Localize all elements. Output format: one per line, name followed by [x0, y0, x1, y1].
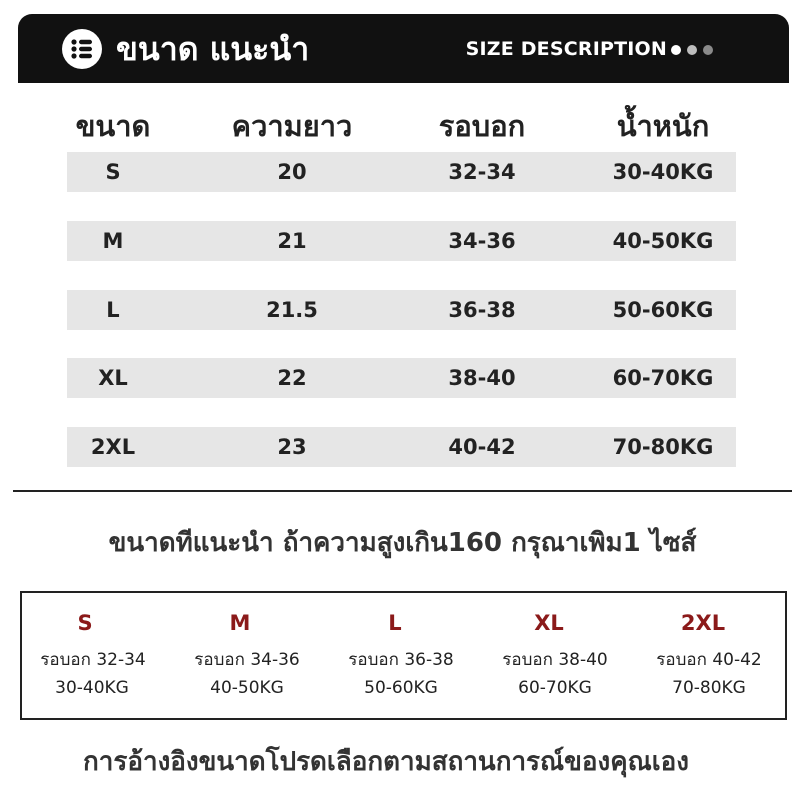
guide-size-label: S [77, 611, 93, 635]
guide-weight-text: 40-50KG [210, 678, 284, 698]
guide-weight-text: 60-70KG [518, 678, 592, 698]
table-cell-length: 21.5 [266, 298, 318, 322]
pagination-dots [671, 44, 717, 56]
guide-size-label: L [388, 611, 402, 635]
footer-note: การอ้างอิงขนาดโปรดเลือกตามสถานการณ์ของคุณเอง [83, 747, 689, 777]
header-subtitle-text: SIZE DESCRIPTION [465, 38, 667, 60]
table-cell-size: L [106, 298, 120, 322]
column-header-chest: รอบอก [438, 109, 526, 143]
table-cell-chest: 38-40 [448, 366, 516, 390]
dot-icon [687, 45, 697, 55]
table-cell-size: M [102, 229, 124, 253]
column-header-weight: น้ำหนัก [616, 109, 710, 143]
header-bar [18, 14, 789, 83]
table-cell-length: 22 [277, 366, 307, 390]
table-cell-size: XL [98, 366, 128, 390]
table-cell-size: 2XL [90, 435, 136, 459]
size-recommendation-note: ขนาดทีแนะนำ ถ้าความสูงเกิน160 กรุณาเพิม1 ไซส์ [108, 528, 697, 558]
header-subtitle [466, 36, 667, 62]
table-cell-chest: 36-38 [448, 298, 516, 322]
column-header-length: ความยาว [231, 109, 353, 143]
guide-chest-text: รอบอก 36-38 [348, 650, 454, 670]
table-cell-weight: 40-50KG [612, 229, 714, 253]
guide-weight-text: 30-40KG [55, 678, 129, 698]
guide-weight-text: 50-60KG [364, 678, 438, 698]
table-cell-weight: 70-80KG [612, 435, 714, 459]
table-cell-chest: 40-42 [448, 435, 516, 459]
guide-chest-text: รอบอก 34-36 [194, 650, 300, 670]
table-cell-length: 23 [277, 435, 307, 459]
column-header-size: ขนาด [75, 109, 151, 143]
section-divider [13, 490, 792, 492]
table-cell-weight: 60-70KG [612, 366, 714, 390]
dot-icon [671, 45, 681, 55]
header-title: ขนาด แนะนำ [116, 30, 310, 68]
guide-weight-text: 70-80KG [672, 678, 746, 698]
guide-size-label: 2XL [680, 611, 726, 635]
guide-size-label: XL [534, 611, 564, 635]
guide-chest-text: รอบอก 40-42 [656, 650, 762, 670]
table-cell-weight: 50-60KG [612, 298, 714, 322]
table-cell-chest: 34-36 [448, 229, 516, 253]
list-icon [62, 29, 102, 69]
guide-size-label: M [229, 611, 251, 635]
guide-chest-text: รอบอก 32-34 [40, 650, 146, 670]
dot-icon [703, 45, 713, 55]
table-cell-size: S [105, 160, 121, 184]
table-cell-weight: 30-40KG [612, 160, 714, 184]
table-cell-length: 20 [277, 160, 307, 184]
guide-chest-text: รอบอก 38-40 [502, 650, 608, 670]
table-cell-chest: 32-34 [448, 160, 516, 184]
table-cell-length: 21 [277, 229, 307, 253]
